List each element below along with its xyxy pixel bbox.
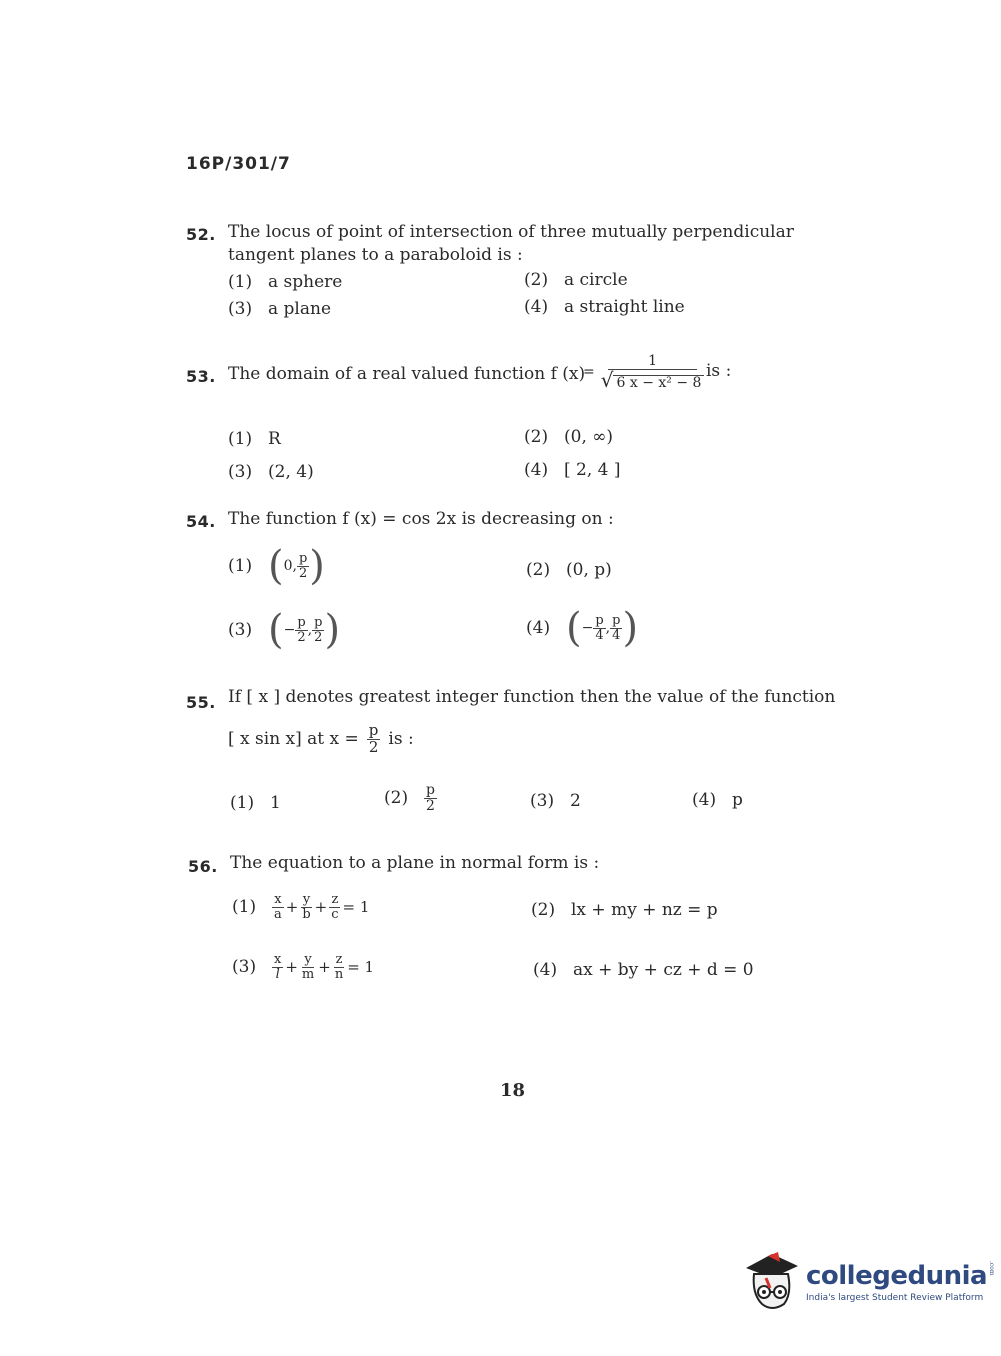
q54-option-1: (1) ( 0, $\frac{p}{2}$ )	[228, 543, 325, 589]
q55-option-2: (2) $\frac{p}{2}$	[384, 782, 435, 814]
question-53-suffix: is :	[706, 361, 732, 381]
q52-option-2: (2) a circle	[524, 270, 628, 290]
q52-option-4: (4) a straight line	[524, 297, 685, 317]
q56-option-2: (2) lx + my + nz = p	[531, 900, 718, 920]
page-number: 18	[500, 1080, 526, 1101]
q53-option-2: (2) (0, ∞)	[524, 427, 614, 447]
question-54-number: 54.	[186, 512, 216, 531]
q55-option-1: (1) 1	[230, 793, 281, 813]
q54-option-3: (3) ( − $\frac{p}{2}$ , $\frac{p}{2}$ )	[228, 607, 341, 653]
question-52-number: 52.	[186, 225, 216, 244]
q54-option-2: (2) (0, p)	[526, 560, 612, 580]
paper-code: 16P/301/7	[186, 154, 291, 174]
q56-option-4: (4) ax + by + cz + d = 0	[533, 960, 754, 980]
collegedunia-logo	[744, 1250, 995, 1314]
q53-option-4: (4) [ 2, 4 ]	[524, 460, 621, 480]
question-53-text: The domain of a real valued function f (x)	[228, 364, 586, 384]
brand-suffix: .com	[988, 1261, 996, 1276]
question-53-number: 53.	[186, 367, 216, 386]
question-55-number: 55.	[186, 693, 216, 712]
q53-function-fraction: = 1 √ 6 x − x² − 8	[583, 354, 706, 391]
q53-option-1: (1) R	[228, 429, 281, 449]
brand-tagline: India's largest Student Review Platform	[806, 1293, 984, 1303]
q52-option-1: (1) a sphere	[228, 272, 343, 292]
brand-name: collegedunia	[806, 1261, 988, 1291]
q55-option-4: (4) p	[692, 790, 743, 810]
q52-option-3: (3) a plane	[228, 299, 332, 319]
q56-option-3: (3) $\frac{x}{l}$ + $\frac{y}{m}$ + $\frac{z}{n}$ = 1	[232, 952, 375, 982]
question-55-line1: If [ x ] denotes greatest integer function then the value of the function	[228, 687, 836, 707]
q56-option-1: (1) $\frac{x}{a}$ + $\frac{y}{b}$ + $\frac{z}{c}$ = 1	[232, 892, 370, 922]
question-55-line2: [ x sin x] at x = $\frac{p}{2}$ is :	[228, 721, 414, 756]
mascot-icon	[744, 1250, 800, 1314]
q54-option-4: (4) ( − $\frac{p}{4}$ , $\frac{p}{4}$ )	[526, 605, 639, 651]
question-52-line2: tangent planes to a paraboloid is :	[228, 245, 523, 265]
question-54-text: The function f (x) = cos 2x is decreasing on :	[228, 509, 614, 529]
q55-option-3: (3) 2	[530, 791, 581, 811]
question-56-number: 56.	[188, 857, 218, 876]
q53-option-3: (3) (2, 4)	[228, 462, 314, 482]
question-52-line1: The locus of point of intersection of three mutually perpendicular	[228, 222, 794, 242]
question-56-text: The equation to a plane in normal form is :	[230, 853, 600, 873]
